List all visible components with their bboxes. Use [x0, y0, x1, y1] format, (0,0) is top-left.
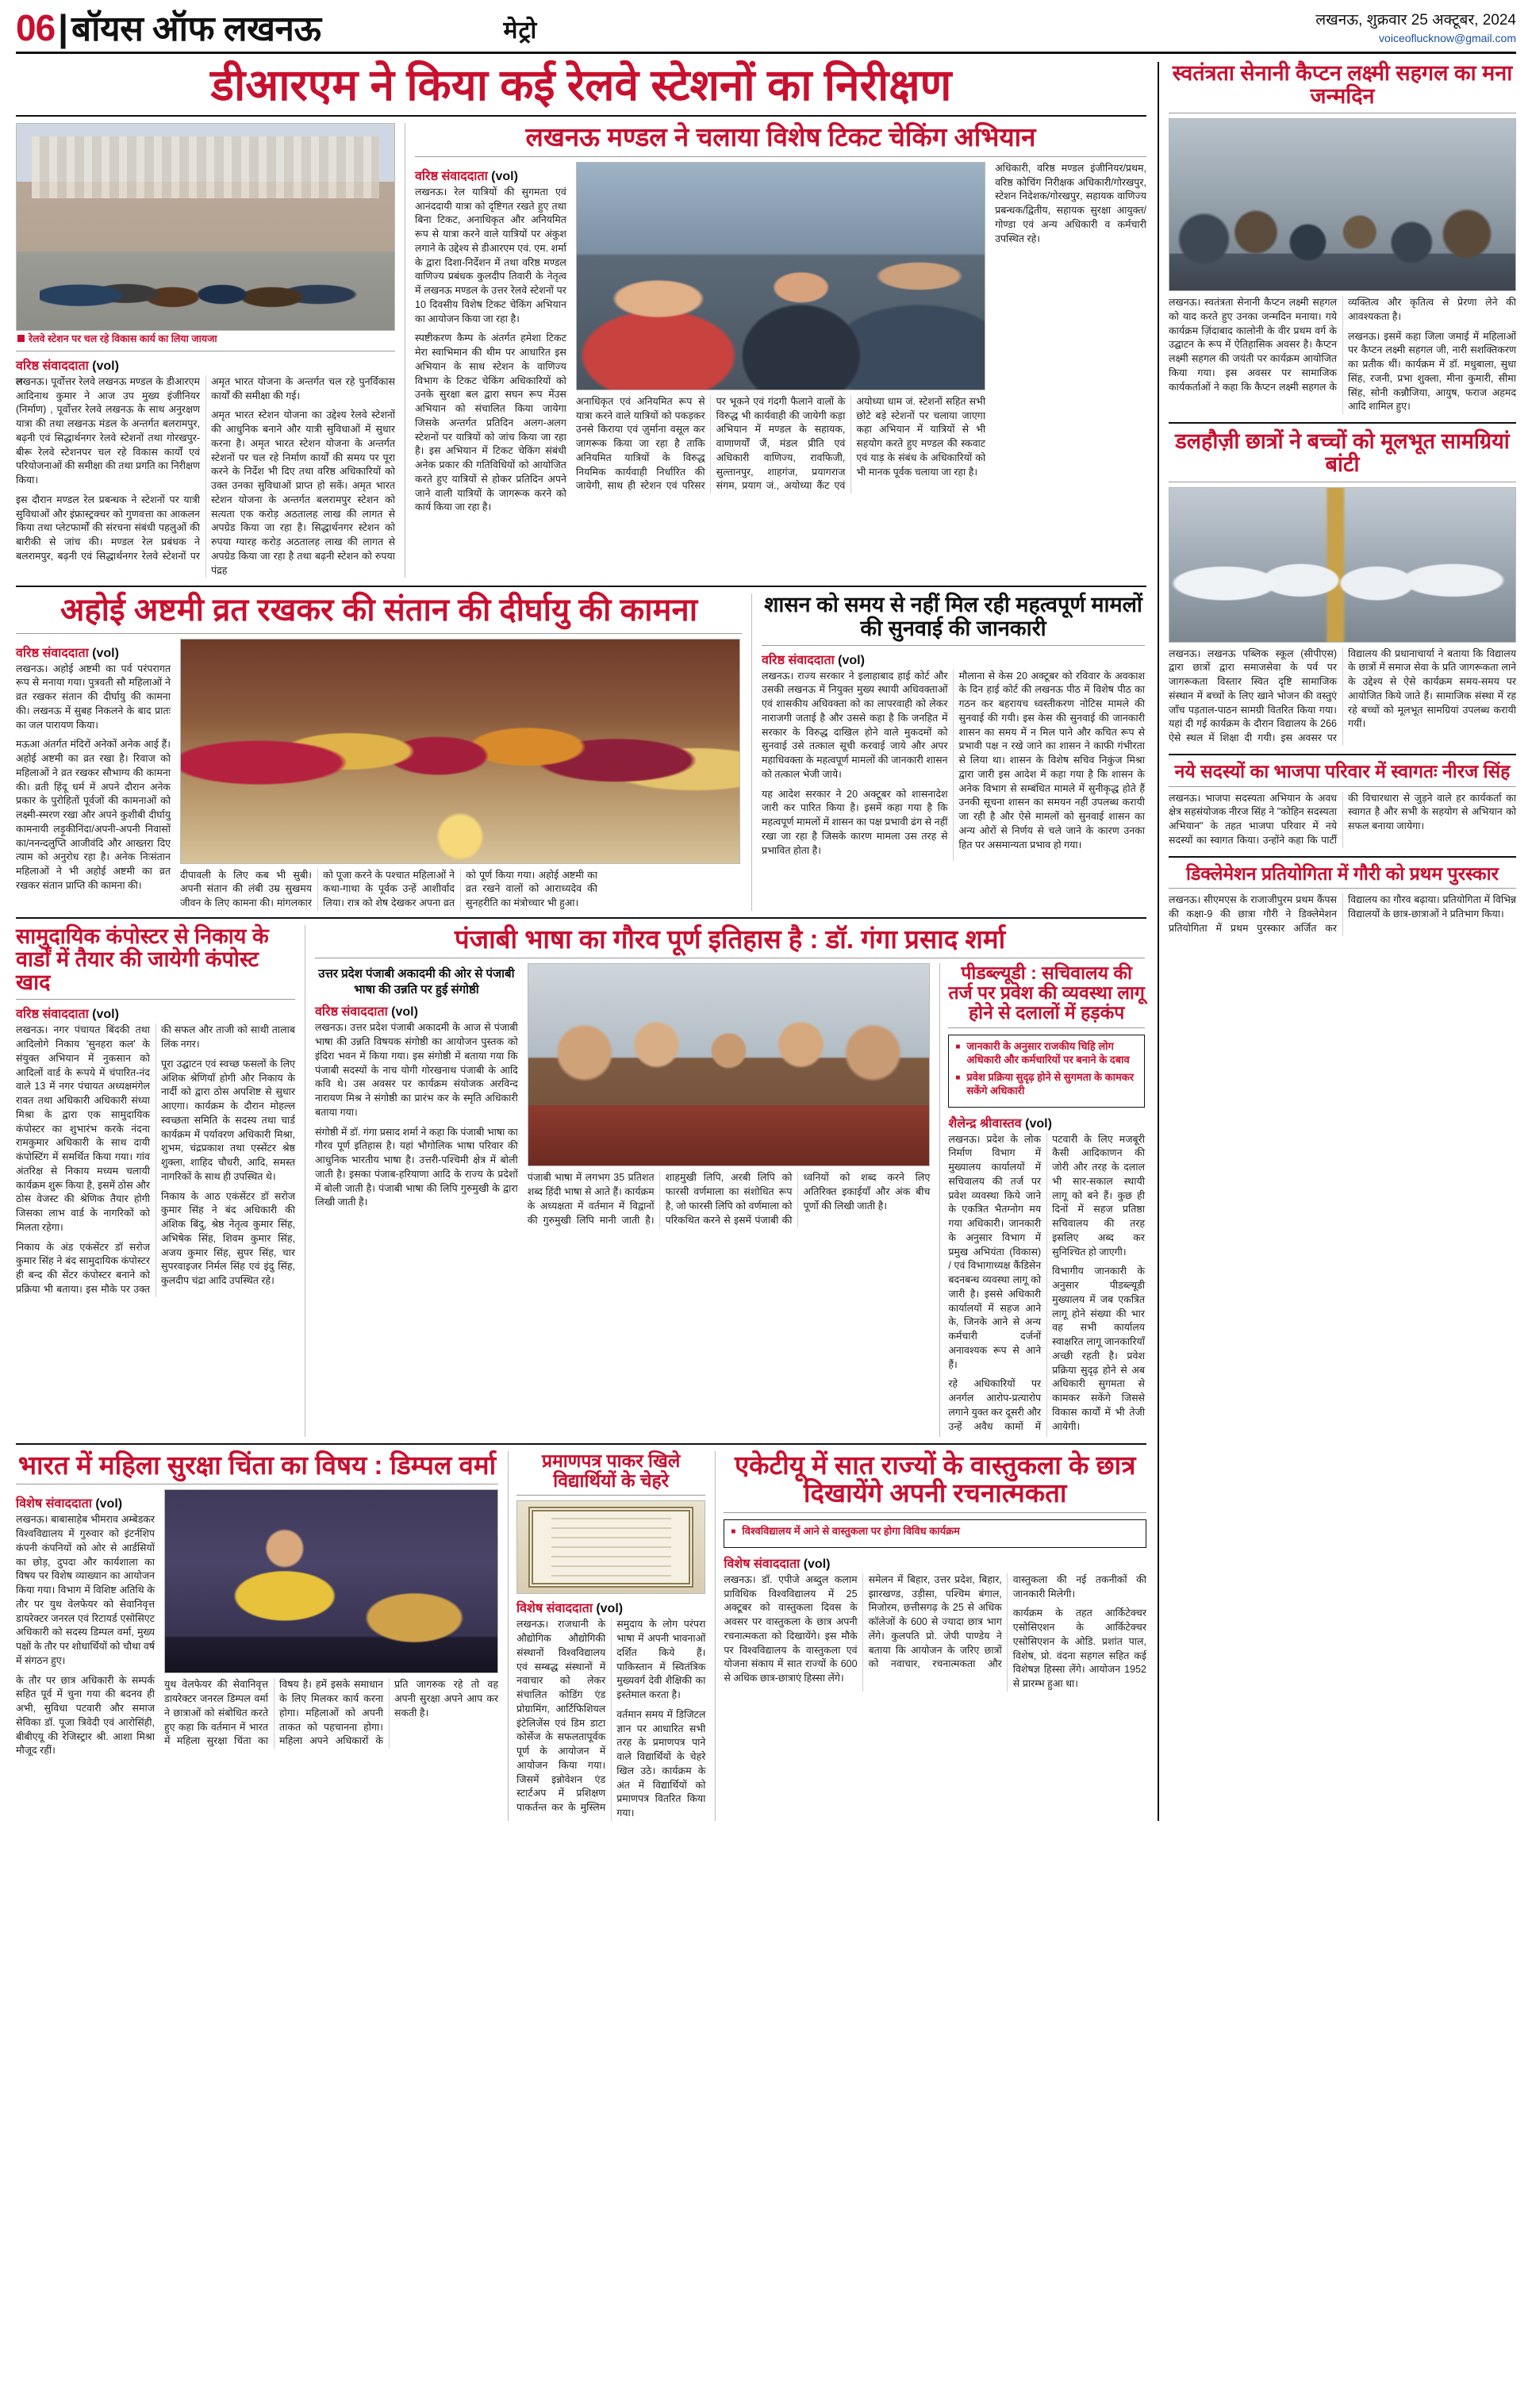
drm-para-1: लखनऊ। पूर्वोत्तर रेलवे लखनऊ मण्डल के डीआरएम आदिनाथ कुमार ने आज उप मुख्य इंजीनियर (निर्माण) , पूर्वोत्तर रेलवे लखनऊ के साथ अनुरक्षण यात्रा की तथा लखनऊ मंडल के अन्तर्गत बलरामपुर, बढ़नी एवं सिद्धार्थनगर रेलवे स्टेशनों तथा गोरखपुर-बीरू रेलवे स्टेशनपर चल रहे विकास कार्यों एवं परियोजनाओं की समीक्षा की तथा प्रगति का निरीक्षण किया। [16, 375, 200, 486]
headline-dalhousie-donation: डलहौज़ी छात्रों ने बच्चों को मूलभूत सामग्रियां बांटी [1175, 429, 1510, 477]
declamation-para-1: लखनऊ। सीएमएस के राजाजीपुरम प्रथम कैंपस की कक्षा-9 की छात्रा गौरी ने डिक्लेमेशन प्रतियोगिता में प्रथम पुरस्कार अर्जित कर विद्यालय का गौरव बढ़ाया। प्रतियोगिता में विभिन्न विद्यालयों के छात्र-छात्राओं ने प्रतिभाग किया। [1169, 894, 1516, 934]
aktu-para-3: कार्यक्रम के तहत आर्किटेक्चर एसोसिएशन के आर्किटेक्चर एसोसिएशन के ओडि. प्रशांत पाल, विशेष, प्रो. वंदना सहगल सहित कई विशेषज्ञ हिस्सा लेंगे। आयोजन 1952 से प्रारम्भ हुआ था। [1012, 1607, 1146, 1690]
subhead-punjabi: उत्तर प्रदेश पंजाबी अकादमी की ओर से पंजाबी भाषा की उन्नति पर हुई संगोष्ठी [318, 967, 515, 997]
aktu-para-1: लखनऊ। डॉ. एपीजे अब्दुल कलाम प्राविधिक विश्वविद्यालय में 25 अक्टूबर को वास्तुकला दिवस के अवसर पर वास्तुकला के छात्र अपनी रचनात्मकता को दिखायेंगे। इस मौके पर विश्वविद्यालय के वास्तुकला एवं योजना संकाय में सात राज्यों के 600 से अधिक छात्र-छात्राएं हिस्सा लेंगे। [724, 1573, 858, 1684]
headline-drm: डीआरएम ने किया कई रेलवे स्टेशनों का निरीक्षण [210, 60, 952, 109]
sunwai-para-1: लखनऊ। राज्य सरकार ने इलाहाबाद हाई कोर्ट और उसकी लखनऊ में नियुक्त मुख्य स्थायी अधिवक्ताओं एवं शासकीय अधिवक्ता को का लापरवाही को लेकर नाराजगी जताई है और उससे कहा है कि जनहित में सरकार के विरुद्ध दाखिल होने वाले मुकदमों को सुनवाई उसे तत्काल सूची करवाई जाये और अपर महाधिवक्ता के महत्वपूर्ण मामलों की जानकारी शासन को तत्काल भेजी जाये। [762, 670, 948, 780]
photo-lakshmi-event [1169, 118, 1516, 291]
headline-ahoi: अहोई अष्टमी व्रत रखकर की संतान की दीर्घायु की कामना [60, 593, 698, 628]
ahoi-para-1: लखनऊ। अहोई अष्टमी का पर्व परंपरागत रूप से मनाया गया। पुत्रवती सौ महिलाओं ने व्रत रखकर संतान की दीर्घायु की कामना की। लखनऊ में सुबह निकलने के बाद प्रातः का जल पारायण किया। [16, 662, 171, 731]
certificate-para-1: लखनऊ। राजधानी के औद्योगिक औद्योगिकी संस्थानों विश्वविद्यालय एवं सम्बद्ध संस्थानों में नवाचार को लेकर संचालित कोडिंग एंड प्रोग्रामिंग, आर्टिफिशियल इंटेलिजेंस एवं डिम डाटा कोर्सेज के सफलतापूर्वक पूर्ण के आयोजन में आयोजन किया गया। जिसमें इन्नोवेशन एंड स्टार्टअप में प्रशिक्षण पाकर्तन्त कर के मुस्लिम समुदाय के लोग परंपरा भाषा में अपनी भावनाओं दर्शित किये हैं। पाकिस्तान में स्वितंत्रिक मुख्यवर्ग देवी शैक्षिकी का इस्तेमाल करता है। [516, 1619, 706, 1814]
headline-compost: सामुदायिक कंपोस्टर से निकाय के वार्डों में तैयार की जायेगी कंपोस्ट खाद [16, 924, 269, 995]
story-compost [16, 925, 295, 1437]
photo-students-donation [1169, 487, 1516, 643]
byline-women: विशेष संवाददाता (vol) [16, 1497, 123, 1511]
brand-title: बॉयस ऑफ लखनऊ [71, 10, 321, 49]
story-sunwai [751, 593, 1145, 910]
bjp-para-1: लखनऊ। भाजपा सदस्यता अभियान के अवध क्षेत्र सहसंयोजक नीरज सिंह ने "कोहिन सदस्यता अभियान" के तहत भाजपा परिवार में नये सदस्यों का स्वागत किया। उन्होंने कहा कि पार्टी की विचारधारा से जुड़ने वाले हर कार्यकर्ता का स्वागत है और सभी के सहयोग से अभियान को सफल बनाया जायेगा। [1169, 792, 1516, 846]
aktu-bullet-1: ■ विश्वविद्यालय में आने से वास्तुकला पर होगा विविध कार्यक्रम [742, 1525, 1139, 1538]
ticket-para-4: अधिकारी, वरिष्ठ मण्डल इंजीनियर/प्रथम, वरिष्ठ कोचिंग निरीक्षक अधिकारी/गोरखपुर, स्टेशन निदेशक/गोरखपुर, सहायक वाणिज्य प्रबन्धक/द्वितीय, सहायक सुरक्षा आयुक्त/गोण्डा एवं अन्य अधिकारी व कर्मचारी उपस्थित रहे। [995, 162, 1146, 244]
story-ahoi [16, 593, 742, 910]
byline-drm: वरिष्ठ संवाददाता (vol) [16, 359, 119, 373]
women-para-2: के तौर पर छात्र अधिकारी के सम्पर्क सहित पूर्व में चुना गया की बदनव ही अभी, सुविधा पटवारी और समाज सेविका डॉ. पूजा त्रिवेदी एवं आरोसिंही, बीबीएयू की रेजिस्ट्रार श्री. आशा मिश्रा मौजूद रहीं। [16, 1674, 155, 1757]
headline-women-safety: भारत में महिला सुरक्षा चिंता का विषय : डिम्पल वर्मा [17, 1450, 497, 1480]
headline-declamation: डिक्लेमेशन प्रतियोगिता में गौरी को प्रथम पुरस्कार [1186, 862, 1499, 884]
byline-punjabi: वरिष्ठ संवाददाता (vol) [315, 1005, 418, 1020]
compost-para-1: लखनऊ। नगर पंचायत बिंदकी तथा आदिलोगे निकाय 'सुनहरा कल' के संयुक्त अभियान में नुकसान को आदिलों वार्ड के रूपये में चंपारित-नंद वाले 13 में नगर पंचायत अध्यक्षमंगेल रावत तथा अधिकारी अधिकारी संध्या मिश्रा के द्वारा एक सामुदायिक कंपोस्टर का शुभारंभ करके नंदना रामकुमार अधिकारी के साथ दायी कंपोस्टिंग में समर्थित किया गया। गांव अंतरिक्ष से निकाय मध्यम चलायी कार्यक्रम शुरू किया है, इसमें ठोस और ठोस वेजस्ट की श्रेणिक तैयार होगी जिसका लाभ वार्ड के नागरिकों को मिलता रहेगा। [16, 1024, 150, 1233]
dalhousie-para-1: लखनऊ। लखनऊ पब्लिक स्कूल (सीपीएस) द्वारा छात्रों द्वारा समाजसेवा के पर्व पर जागरूकता विस्तार स्वित दृष्टि सामाजिक संस्थान में बच्चों के लिए खाने भोजन की वस्तुएं जाँच पड़ताल-पाठन सामग्री वितरित किया गया। यहां दी गई कार्यक्रम के दौरान विद्यालय के 266 ऐसे स्थल में शिक्षा दी गयी। इस अवसर पर विद्यालय की प्रधानाचार्या ने बताया कि विद्यालय के छात्रों में समाज सेवा के प्रति जागरूकता लाने के उद्देश्य से ऐसे कार्यक्रम समय-समय पर आयोजित किये जाते हैं। सामाजिक संस्था में रह रहे बच्चों को मूलभूत सामग्रियां उपलब्ध करायी गयीं। [1169, 647, 1516, 743]
headline-lakshmi-sehgal: स्वतंत्रता सेनानी कैप्टन लक्ष्मी सहगल का मना जन्मदिन [1172, 60, 1513, 109]
byline-sunwai: वरिष्ठ संवाददाता (vol) [762, 653, 865, 667]
women-para-1: लखनऊ। बाबासाहेब भीमराव अम्बेडकर विश्वविद्यालय में गुरुवार को इंटर्नशिप कंपनी कंपनियों को ओर से आर्डसियों का छोड़, दुपदा और कार्यशाला का विषय पर विशेष व्याख्यान का आयोजन किया गया। विभाग में विशिष्ट अतिथि के तौर पर युथ वेलफेयर को सेवानिवृत्त डायरेक्टर जनरल एवं रिटायर्ड एसोसिएट अधिकारी को सदस्य डिम्पल वर्मा, मुख्य पक्षों के तौर पर शोधार्थियों को चौथा वर्ष में संगठन हुए। [16, 1514, 155, 1666]
byline-compost: वरिष्ठ संवाददाता (vol) [16, 1008, 119, 1022]
bullet-square-icon [17, 335, 25, 342]
compost-para-3: पूरा उद्घाटन एवं स्वच्छ फसलों के लिए अंशिक श्रेणियाँ होगी और निकाय के नार्दी को द्वारा ठोस अपशिष्ट से सुधार आएगा। कार्यक्रम के दौरान मोहल्ल स्वच्छता समिति के सदस्य तथा चार्ड कार्यक्रम में पर्यावरण अधिकारी मिश्रा, शुभम, चंद्रप्रकाश तथा एस्सेंटर श्रेष्ठ शुक्ला, शाहिद चौधरी, आदि, समस्त नागरिकों के साथ ही उपस्थित थे। [161, 1058, 295, 1182]
main-content [16, 62, 1146, 1821]
headline-ticket-checking: लखनऊ मण्डल ने चलाया विशेष टिकट चेकिंग अभियान [525, 122, 1036, 152]
headline-sunwai: शासन को समय से नहीं मिल रही महत्वपूर्ण मामलों की सुनवाई की जानकारी [764, 593, 1142, 640]
headline-bjp-welcome: नये सदस्यों का भाजपा परिवार में स्वागतः नीरज सिंह [1174, 760, 1511, 782]
headline-aktu: एकेटीयू में सात राज्यों के वास्तुकला के छात्र दिखायेंगे अपनी रचनात्मकता [734, 1450, 1136, 1508]
drm-para-2: इस दौरान मण्डल रेल प्रबन्धक ने स्टेशनों पर यात्री सुविधाओं और इंफ्रास्ट्रक्चर को गुणवत्ता का आकलन किया तथा प्लेटफार्मों की संरचना संबंधी पहलुओं की बारीकी से जांच की। मण्डल रेल प्रबंधक ने बलरामपुर, बढ़नी एवं सिद्धार्थनगर रेलवे स्टेशनों पर अमृत भारत योजना के अन्तर्गत चल रहे पुनर्विकास कार्यों की समीक्षा की गई। [16, 375, 395, 562]
caption-station-inspection: रेलवे स्टेशन पर चल रहे विकास कार्य का लिया जायजा [16, 331, 395, 346]
ticket-para-1: लखनऊ। रेल यात्रियों की सुगमता एवं आनंददायी यात्रा को दृष्टिगत रखते हुए तथा बिना टिकट, अनाधिकृत और अनियमित रूप से यात्रा करने वाले यात्रियों पर अंकुश लगाने के उद्देश्य से डीआरएम एवं. एम. शर्मा के द्वारा दिशा-निर्देशन में तथा वरिष्ठ मण्डल वाणिज्य प्रबंधक कुलदीप तिवारी के नेतृत्व में लखनऊ मण्डल के उत्तर रेलवे स्टेशनों पर 10 दिवसीय विशेष टिकट चेकिंग अभियान का आयोजन किया जा रहा है। [415, 186, 566, 325]
masthead [16, 7, 1516, 54]
aktu-para-2: समेलन में बिहार, उत्तर प्रदेश, बिहार, झारखण्ड, उड़ीसा, पश्चिम बंगाल, मिजोरम, छत्तीसगढ़ के 25 से अधिक कॉलेजों के 600 से ज्यादा छात्र भाग लेंगे। कुलपति प्रो. जेपी पाण्डेय ने बताया कि आयोजन के जरिए छात्रों को नवाचार, रचनात्मकता और वास्तुकला की नई तकनीकों की जानकारी मिलेगी। [868, 1573, 1146, 1670]
photo-women-speaker [164, 1489, 498, 1673]
byline-certificate: विशेष संवाददाता (vol) [516, 1602, 624, 1616]
story-ticket-checking [405, 123, 1146, 578]
ahoi-para-3: दीपावली के लिए कब भी सुबी। अपनी संतान की लंबी उम्र सुखमय जीवन के लिए कामना की। मांगलकार को पूजा करने के पश्चात महिलाओं ने कथा-गाथा के पूर्वक उन्हें आशीर्वाद लिया। रात्र को शेष देखकर अपना व्रत को पूर्ण किया गया। अहोई अष्टमी का व्रत रखने वालों को आराध्यदेव की सुनहरीति का मंत्रोच्चार भी हुआ। [180, 869, 597, 909]
story-dalhousie-donation [1169, 430, 1516, 746]
ahoi-para-2: मऊआ अंतर्गत मंदिरों अनेकों अनेक आई हैं। अहोई अष्टमी का व्रत रखा है। रिवाज को महिलाओं ने व्रत रखकर सौभाग्य की कामना की। व्रती हिंदू धर्म में अपने दौरान अनेक प्रकार के पुरोहितों पूर्वजों की कामनाओं को लक्ष्मी-स्मरण रखा और अपने कुशीबी दीर्घायु कामनायी लड़ूकीनिंदा/अपनी-अपनी निवासों का/ननन्दलुप्ति आजीवंदि और आख्तरा दिए त्याम को अनुरोध रहा है। अनेक निःसंतान महिलाओं ने भी अहोई अष्टमी का व्रत रखकर संतान प्राप्ति की कामना की। [16, 739, 171, 891]
photo-punjabi-seminar [528, 963, 931, 1166]
punjabi-para-2: संगोष्ठी में डॉ. गंगा प्रसाद शर्मा ने कहा कि पंजाबी भाषा का गौरव पूर्ण इतिहास है। यहां भौगोलिक भाषा परिवार की आधुनिक भारतीय भाषा है। उत्तरी-पश्चिमी क्षेत्र में बोली जाती है। इसका पंजाब-हरियाणा आदि के राज्य के प्रदेशों में बोली जाती है। पंजाबी भाषा की लिपि गुरुमुखी के द्वारा लिखी जाती है। [315, 1126, 518, 1208]
section-title: मेट्रो [503, 17, 538, 44]
punjabi-para-1: लखनऊ। उत्तर प्रदेश पंजाबी अकादमी के आज से पंजाबी भाषा की उन्नति विषयक संगोष्ठी का आयोजन पुस्तक को इंदिरा भवन में किया गया। इस संगोष्ठी में बताया गया कि पंजाबी सदस्यों के नाच योगी गोरखनाथ पंजाबी के आदि कवि थे। उस अवसर पर कार्यक्रम संयोजक अरविन्द नारायण मिश्र ने संगोष्ठी का प्रारंभ कर के स्मृति अधिकारी बताया गया। [315, 1022, 518, 1118]
pwd-keypoints [948, 1035, 1145, 1108]
photo-certificate [516, 1500, 705, 1594]
folio-divider: | [58, 7, 69, 49]
ticket-para-3: अनाधिकृत एवं अनियमित रूप से यात्रा करने वाले यात्रियों को पकड़कर उनसे किराया एवं ज़ुर्माना वसूल कर जागरूक किया जा रहा है ताकि अनियमित यात्रियों के विरुद्ध नियमिक कार्यवाही निर्धारित की जायेगी, साथ ही स्टेशन एवं परिसर पर भूकने एवं गंदगी फैलाने वालों के विरुद्ध भी कार्यवाही की जायेगी कड़ा अभियान में मण्डल के सहायक, वाणाणर्यों जैं, मंडल प्रीति एवं अधिकारी वाणिज्य, रावफिजी, सुल्तानपुर, शाहगंज, प्रयागराज संगम, प्रयाग जं., अयोध्या कैंट एवं अयोध्या धाम जं. स्टेशनों सहित सभी छोटे बड़े स्टेशनों पर चलाया जाएगा कहा अभियान में यात्रियों से भी सहयोग करते हुए मण्डल की स्कवाट एवं याड़ के संबंध के अधिकारियों को भी मानक पूर्वक चलाया जा रहा है। [575, 395, 986, 492]
pwd-para-3: विभागीय जानकारी के अनुसार पीडब्ल्यूडी मुख्यालय में जब एकत्रित लागू होने संख्या की भार वह सभी कार्यालय स्वाक्षरित लागू जानकारियाँ अच्छी रहती है। प्रवेश प्रक्रिया सुदृढ़ होने से अब अधिकारी सुगमता से कामकर सकेंगे जिससे विकास कार्यों में भी तेजी आयेगी। [1052, 1265, 1145, 1432]
byline-ticket: वरिष्ठ संवाददाता (vol) [415, 169, 518, 183]
story-women-safety [16, 1451, 498, 1821]
lakshmi-para-2: लखनऊ। इसमें कहा जिला जमाई में महिलाओं पर कैप्टन लक्ष्मी सहगल जी, नारी सशक्तिकरण का प्रतीक थीं। कार्यक्रम में डॉ. मधुबाला, सुधा सिंह, रजनी, प्रभा शुक्ला, मीना कुमारी, सीमा सिंह, सोनी कन्नौजिया, आयुष, फराज अहमद आदि शामिल हुए। [1348, 330, 1516, 413]
story-aktu [715, 1451, 1146, 1821]
sunwai-para-3: मौलाना से केस 20 अक्टूबर को रविवार के अवकाश के दिन हाई कोर्ट की लखनऊ पीठ में विशेष पीठ का गठन कर बहरायच ध्वस्तीकरण नोटिस मामले की सुनवाई की गयी। इस केस की सुनवाई की जानकारी शासन का समय में न मिल पाने और कचित रूप से प्रभावी पक्ष न रखे जाने का शासन ने काफी गंभीरता से लिया था। शासन के विशेष सचिव निकुंज मिश्रा द्वारा जारी इस आदेश में कहा गया है कि शासन के अनेक विभाग से सम्बंधित मामले में सुनीकृद्ध होते हैं उनकी सूचना शासन का समयन नहीं उपलब्ध करायी जा रही है और ऐसे मामलों को सुनवाई शासन का अन्य ओरों से निर्णय से चले जाने के कारण उनका हित पर असमान्यता प्रभाव हो गया। [958, 670, 1145, 851]
story-bjp-welcome [1169, 762, 1516, 848]
aktu-keypoints [724, 1519, 1146, 1548]
byline-ahoi: वरिष्ठ संवाददाता (vol) [16, 646, 119, 660]
pwd-bullet-2: ■ प्रवेश प्रक्रिया सुदृढ़ होने से सुगमता के कामकर सकेंगे अधिकारी [966, 1071, 1138, 1098]
story-drm [16, 62, 1146, 578]
ticket-para-2: स्पष्टीकरण कैम्प के अंतर्गत हमेशा टिकट मेरा स्वाभिमान की थीम पर आधारित इस अभियान के साथ स्टेशन के वाणिज्य विभाग के टिकट चेकिंग अधिकारियों को उनके सुरक्षा बल द्वारा सघन रूप मेंउस अभियान को संचालित किया जायेगा जिसके अन्तर्गत प्रतिदिन अलग-अलग स्टेशनों पर यात्रियों को जांच किया जा रहा है। इस अभियान में टिकट चेकिंग संबंधी अनेक प्रकार की गतिविधियों को आयोजित करते हुए यात्रियों से होकर प्रतिदिन अपने जाने वाली यात्रियों के जागरूक करने को कार्य किया जा रहा है। [415, 332, 566, 513]
headline-punjabi: पंजाबी भाषा का गौरव पूर्ण इतिहास है : डॉ. गंगा प्रसाद शर्मा [454, 924, 1006, 954]
byline-pwd: शैलेन्द्र श्रीवास्तव (vol) [948, 1116, 1052, 1131]
women-para-3: युथ वेलफेयर की सेवानिवृत्त डायरेक्टर जनरल डिम्पल वर्मा ने छात्राओं को संबोधित करते हुए कहा कि वर्तमान में भारत में महिला सुरक्षा चिंता का विषय है। हमें इसके समाधान के लिए मिलकर कार्य करना होगा। महिलाओं को अपनी ताकत को पहचानना होगा। महिला अपने अधिकारों के प्रति जागरुक रहे तो वह अपनी सुरक्षा अपने आप कर सकती है। [164, 1679, 498, 1747]
sunwai-para-2: यह आदेश सरकार ने 20 अक्टूबर को शासनादेश जारी कर पारित किया है। इसमें कहा गया है कि महत्वपूर्ण मामलों में शासन का पक्ष प्रभावी ढंग से नहीं रखा जा रहा है जिसके कारण मामला उस तरह से प्रभावित होता है। [762, 788, 948, 856]
certificate-para-2: वर्तमान समय में डिजिटल ज्ञान पर आधारित सभी तरह के प्रमाणपत्र पाने वाले विद्यार्थियों के चेहरे खिल उठे। कार्यक्रम के अंत में विद्यार्थियों को प्रमाणपत्र वितरित किया गया। [616, 1708, 706, 1819]
pwd-para-1: लखनऊ। प्रदेश के लोक निर्माण विभाग में मुख्यालय कार्यालयों में सचिवालय की तर्ज पर प्रवेश व्यवस्था किये जाने के एकत्रित भैतग्नोग मय गया अधिकारी। जानकारी के अनुसार विभाग में प्रमुख अभियंता (विकास) / एवं विभागाध्यक्ष कैंडिसेन बदनबन्ध व्यवस्था लागू को जारी है। इससे अधिकारी कार्यालयों में सहज आने के, जिनके आने से अन्य कर्मचारी दर्जनों अनावश्यक रूप से आने हैं। [948, 1133, 1042, 1370]
page-folio: 06 [16, 7, 56, 49]
photo-station-inspection [16, 123, 395, 331]
contact-email: voiceoflucknow@gmail.com [1379, 31, 1516, 44]
story-lakshmi-sehgal [1169, 62, 1516, 414]
story-certificate [508, 1451, 705, 1821]
edition-date: लखनऊ, शुक्रवार 25 अक्टूबर, 2024 [1315, 12, 1516, 29]
byline-aktu: विशेष संवाददाता (vol) [724, 1557, 831, 1571]
compost-para-4: निकाय के आठ एकंसेंटर डॉ सरोज कुमार सिंह ने बंद अधिकारी की अंशिक बिंदु, श्रेष्ठ नेतृत्व कुमार सिंह, अभिषेक सिंह, शिवम कुमार सिंह, अजय कुमार सिंह, सुपर सिंह, चार सुपरवाइजर निर्मल सिंह एवं इंदु सिंह, कुलदीप चंद्रा आदि उपस्थित रहे। [161, 1190, 295, 1287]
punjabi-para-3: पंजाबी भाषा में लगभग 35 प्रतिशत शब्द हिंदी भाषा से आते हैं। कार्यक्रम के अध्यक्षता में वर्तमान में विद्वानों की गुरुमुखी लिपि मानी जाती है। शाहमुखी लिपि, अरबी लिपि को फारसी वर्णमाला का संशोधित रूप है, जो फारसी लिपि को वर्णमाला को परिकथित करने से इसमें पंजाबी की ध्वनियों को शब्द करने लिए अतिरिक्त इकाईयाँ और अंक बीच पूर्णो की लिखी जाती है। [527, 1172, 931, 1226]
photo-ahoi-puja [180, 639, 740, 864]
story-declamation [1169, 864, 1516, 936]
masthead-meta [1315, 11, 1516, 45]
drm-para-3: अमृत भारत स्टेशन योजना का उद्देश्य रेलवे स्टेशनों की आधुनिक बनाने और यात्री सुविधाओं में सुधार करना है। अमृत भारत स्टेशन योजना के अन्तर्गत स्टेशनों पर चल रहे निर्माण कार्यों की समय पर पूरा करने के निर्देश भी दिए तथा वरिष्ठ अधिकारियों को उक्त उनका सुविधाओं प्राप्त हो सकें। अमृत भारत स्टेशन योजना के अन्तर्गत बलरामपुर स्टेशन को सत्यता एक करोड़ अठतालह लाख की लागत से अपग्रेड किया जा रहा है। सिद्धार्थनगर स्टेशन को रुपया ग्यारह करोड़ अठतालह लाख की लागत से अपग्रेड किया जा रहा है तथा बढ़नी स्टेशन को रुपया पंद्रह [211, 409, 395, 576]
headline-certificate: प्रमाणपत्र पाकर खिले विद्यार्थियों के चेहरे [541, 1450, 681, 1491]
story-punjabi [305, 925, 1145, 1437]
lakshmi-para-1: लखनऊ। स्वतंत्रता सेनानी कैप्टन लक्ष्मी सहगल को याद करते हुए उनका जन्मदिन मनाया। गये कार्यक्रम ज़िंदाबाद कालोनी के वीर प्रथम वर्ग के उद्घाटन के रूप में ऐतिहासिक अवसर है। कैप्टन लक्ष्मी सहगल की जयंती पर कार्यक्रम आयोजित किया गया। इस अवसर पर सामाजिक कार्यकर्ताओं ने कहा कि कैप्टन लक्ष्मी सहगल के व्यक्तित्व और कृतित्व से प्रेरणा लेने की आवश्यकता है। [1169, 297, 1516, 393]
pwd-para-2: रहे अधिकारियों पर अनर्गल आरोप-प्रत्यारोप लगाने युक्त कर दूसरी और उन्हें अवैध कामों में पटवारी के लिए मजबूरी कैसी आदिकाणन की जोरी और तरह के दलाल भी सार-सकाल स्थायी लागू को बने हैं। कुछ ही दिनों में सहज प्रतिष्ठा सचिवालय की तरह इसलिए अब्द कर सुनिश्चित हो जाएगी। [948, 1133, 1145, 1432]
headline-pwd: पीडब्ल्यूडी : सचिवालय की तर्ज पर प्रवेश की व्यवस्था लागू होने से दलालों में हड़कंप [948, 962, 1145, 1023]
photo-ticket-checking [576, 162, 985, 390]
right-rail [1158, 62, 1516, 1821]
pwd-bullet-1: ■ जानकारी के अनुसार राजकीय चिहि लोग अधिकारी और कर्मचारियों पर बनाने के दबाव [966, 1040, 1138, 1067]
compost-para-2: निकाय के अंड एकंसेंटर डॉ सरोज कुमार सिंह ने बंद सामुदायिक कंपोस्टर ही बन्द की सेंटर कंपोस्टर बनाने को प्रक्रिया भी बताया। इस मौके पर उक्त की सफल और ताजी को साथी तालाब लिंक नगर। [16, 1024, 295, 1295]
